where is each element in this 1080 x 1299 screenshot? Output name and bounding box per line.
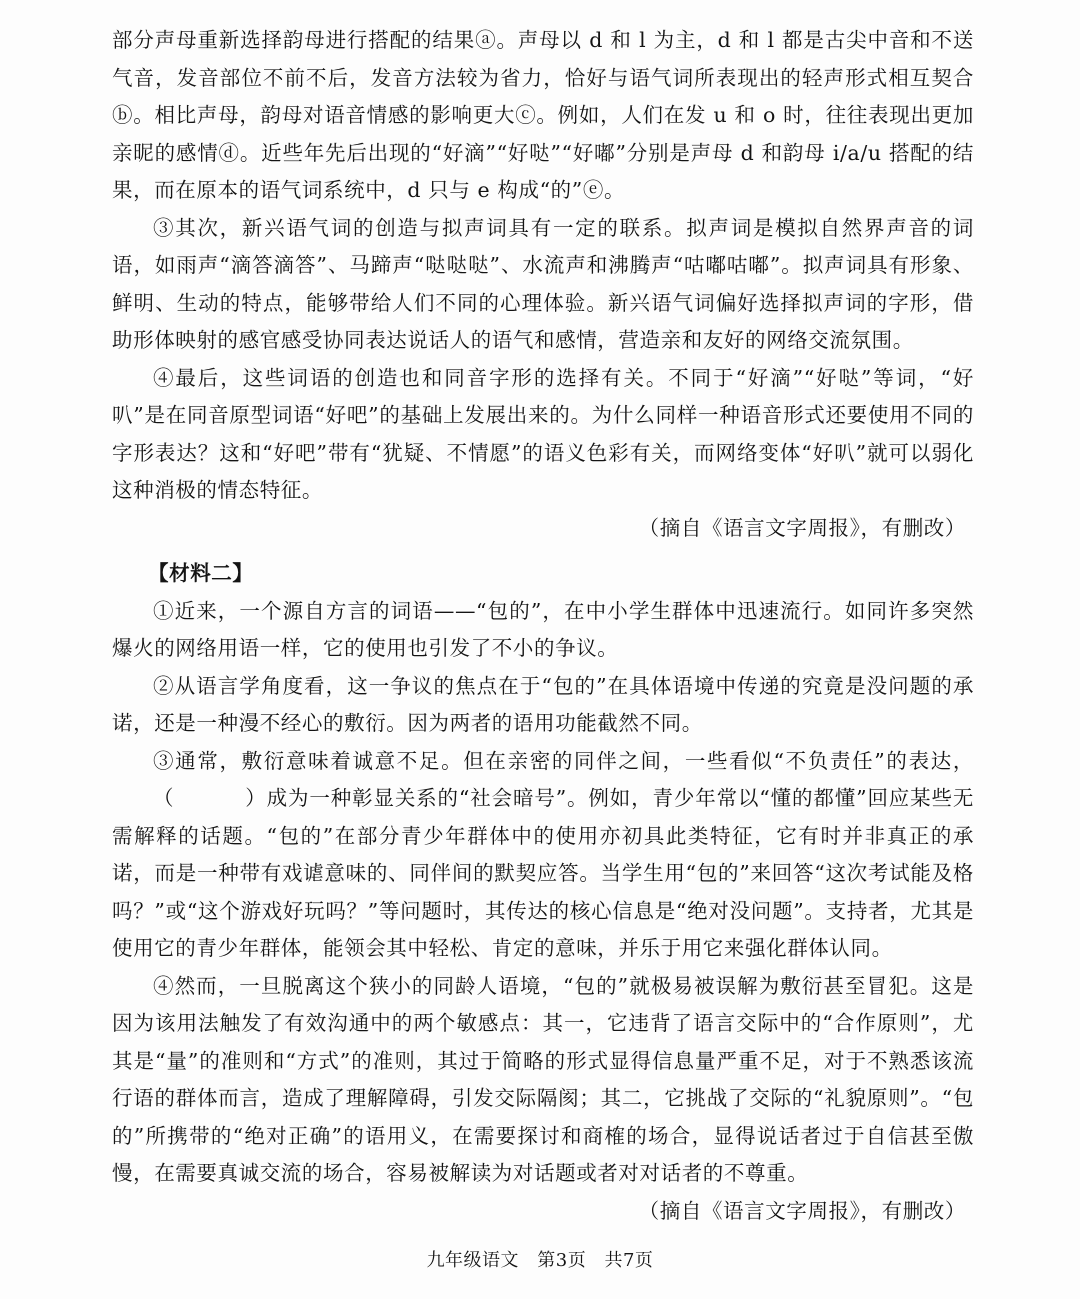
page-content <box>112 22 974 1230</box>
fill-in-blank[interactable]: （ ） <box>153 786 267 810</box>
paragraph-3-lead-text: ③通常，敷衍意味着诚意不足。但在亲密的同伴之间，一些看似“不负责任”的表达， <box>153 748 974 773</box>
footer-subject: 九年级语文 <box>426 1250 520 1271</box>
material2-paragraph-4: ④然而，一旦脱离这个狭小的同龄人语境，“包的”就极易被误解为敷衍甚至冒犯。这是因为该用法触发了有效沟通中的两个敏感点：其一，它违背了语言交际中的“合作原则”，尤其是“量”的准则和“方式”的准则，其过于简略的形式显得信息量严重不足，对于不熟悉该流行语的群体而言，造成了理解障碍，引发交际隔阂；其二，它挑战了交际的“礼貌原则”。“包的”所携带的“绝对正确”的语用义，在需要探讨和商榷的场合，显得说话者过于自信甚至傲慢，在需要真诚交流的场合，容易被解读为对话题或者对对话者的不尊重。 <box>112 973 974 1185</box>
footer-total-pages: 共7页 <box>604 1250 654 1271</box>
material2-heading: 【材料二】 <box>148 561 254 585</box>
material1-paragraph-3: ③其次，新兴语气词的创造与拟声词具有一定的联系。拟声词是模拟自然界声音的词语，如雨声“滴答滴答”、马蹄声“哒哒哒”、水流声和沸腾声“咕嘟咕嘟”。拟声词具有形象、鲜明、生动的特点，能够带给人们不同的心理体验。新兴语气词偏好选择拟声词的字形，借助形体映射的感官感受协同表达说话人的语气和感情，营造亲和友好的网络交流氛围。 <box>112 215 974 352</box>
material1-paragraph-4: ④最后，这些词语的创造也和同音字形的选择有关。不同于“好滴”“好哒”等词，“好叭”是在同音原型词语“好吧”的基础上发展出来的。为什么同样一种语音形式还要使用不同的字形表达？这和“好吧”带有“犹疑、不情愿”的语义色彩有关，而网络变体“好叭”就可以弱化这种消极的情态特征。 <box>112 365 974 502</box>
material2-paragraph-3 <box>112 743 974 968</box>
material2-paragraph-1: ①近来，一个源自方言的词语——“包的”，在中小学生群体中迅速流行。如同许多突然爆火的网络用语一样，它的使用也引发了不小的争议。 <box>112 598 974 660</box>
material1-paragraph-2-continued: 部分声母重新选择韵母进行搭配的结果ⓐ。声母以 d 和 l 为主，d 和 l 都是古尖中音和不送气音，发音部位不前不后，发音方法较为省力，恰好与语气词所表现出的轻声形式相互契合ⓑ。相比声母，韵母对语音情感的影响更大ⓒ。例如，人们在发 u 和 o 时，往往表现出更加亲昵的感情ⓓ。近些年先后出现的“好滴”“好哒”“好嘟”分别是声母 d 和韵母 i/a/u 搭配的结果，而在原本的语气词系统中，d 只与 e 构成“的”ⓔ。 <box>112 28 974 202</box>
paragraph-3-rest-text: 成为一种彰显关系的“社会暗号”。例如，青少年常以“懂的都懂”回应某些无需解释的话题。“包的”在部分青少年群体中的使用亦初具此类特征，它有时并非真正的承诺，而是一种带有戏谑意味的、同伴间的默契应答。当学生用“包的”来回答“这次考试能及格吗？”或“这个游戏好玩吗？”等问题时，其传达的核心信息是“绝对没问题”。支持者，尤其是使用它的青少年群体，能领会其中轻松、肯定的意味，并乐于用它来强化群体认同。 <box>112 786 974 960</box>
footer-page-number: 第3页 <box>537 1250 587 1271</box>
material2-paragraph-2: ②从语言学角度看，这一争议的焦点在于“包的”在具体语境中传递的究竟是没问题的承诺，还是一种漫不经心的敷衍。因为两者的语用功能截然不同。 <box>112 673 974 735</box>
material1-source-citation: （摘自《语言文字周报》，有删改） <box>638 515 966 540</box>
material2-source-citation: （摘自《语言文字周报》，有删改） <box>638 1198 966 1223</box>
page-footer <box>0 1246 1080 1272</box>
